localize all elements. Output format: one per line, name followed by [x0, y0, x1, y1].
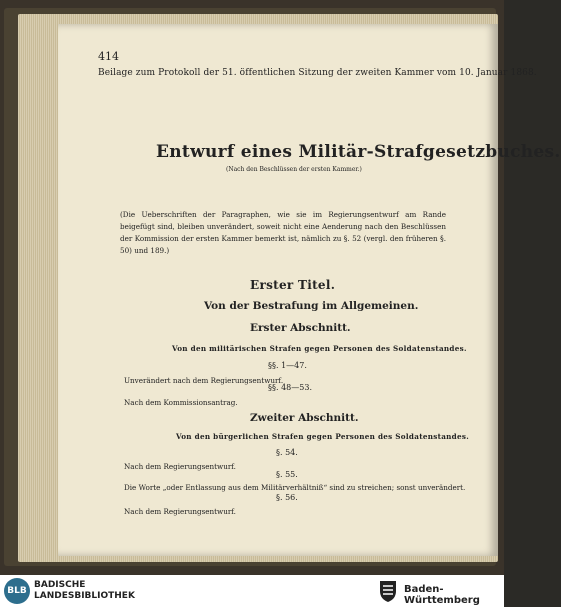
section-subtitle: Von der Bestrafung im Allgemeinen.: [204, 300, 419, 312]
text-government-1: Nach dem Regierungsentwurf.: [124, 462, 236, 471]
blb-logo-icon[interactable]: BLB: [4, 578, 30, 604]
page-number: 414: [98, 50, 119, 63]
page-subtitle: (Nach den Beschlüssen der ersten Kammer.): [226, 166, 362, 173]
paragraph-1-47: §§. 1—47.: [268, 361, 307, 370]
text-government-2: Nach dem Regierungsentwurf.: [124, 507, 236, 516]
library-name-line2: LANDESBIBLIOTHEK: [34, 591, 135, 601]
page-title: Entwurf eines Militär-Strafgesetzbuches.: [156, 142, 561, 162]
paragraph-56: §. 56.: [276, 493, 298, 502]
document-page: [58, 24, 561, 556]
subsection-1-subtitle: Von den militärischen Strafen gegen Personen des Soldatenstandes.: [172, 344, 467, 353]
bw-coat-of-arms-icon[interactable]: [378, 579, 398, 603]
library-name[interactable]: [34, 580, 135, 602]
text-delete-words: Die Worte „oder Entlassung aus dem Militärverhältniß“ sind zu streichen; sonst unverändert.: [124, 483, 466, 492]
library-name-line1: BADISCHE: [34, 580, 86, 590]
paragraph-55: §. 55.: [276, 470, 298, 479]
subsection-1-heading: Erster Abschnitt.: [250, 322, 351, 334]
paragraph-54: §. 54.: [276, 448, 298, 457]
paragraph-48-53: §§. 48—53.: [268, 383, 312, 392]
running-header: Beilage zum Protokoll der 51. öffentlichen Sitzung der zweiten Kammer vom 10. Januar 1868.: [98, 68, 537, 78]
subsection-2-heading: Zweiter Abschnitt.: [250, 412, 359, 424]
viewer-footer: [0, 575, 504, 607]
state-name[interactable]: Baden-Württemberg: [404, 584, 480, 606]
text-commission: Nach dem Kommissionsantrag.: [124, 398, 238, 407]
subsection-2-subtitle: Von den bürgerlichen Strafen gegen Personen des Soldatenstandes.: [176, 432, 470, 441]
text-unchanged: Unverändert nach dem Regierungsentwurf.: [124, 376, 284, 385]
section-title: Erster Titel.: [250, 278, 336, 292]
intro-paragraph: (Die Ueberschriften der Paragraphen, wie sie im Regierungsentwurf am Rande beigefügt sind, bleiben unverändert, soweit nicht eine Aenderung nach den Beschlüssen der Kommission der ersten Kammer bemerkt ist, nämlich zu §. 52 (vergl. den früheren §. 50) und 189.): [120, 210, 446, 255]
